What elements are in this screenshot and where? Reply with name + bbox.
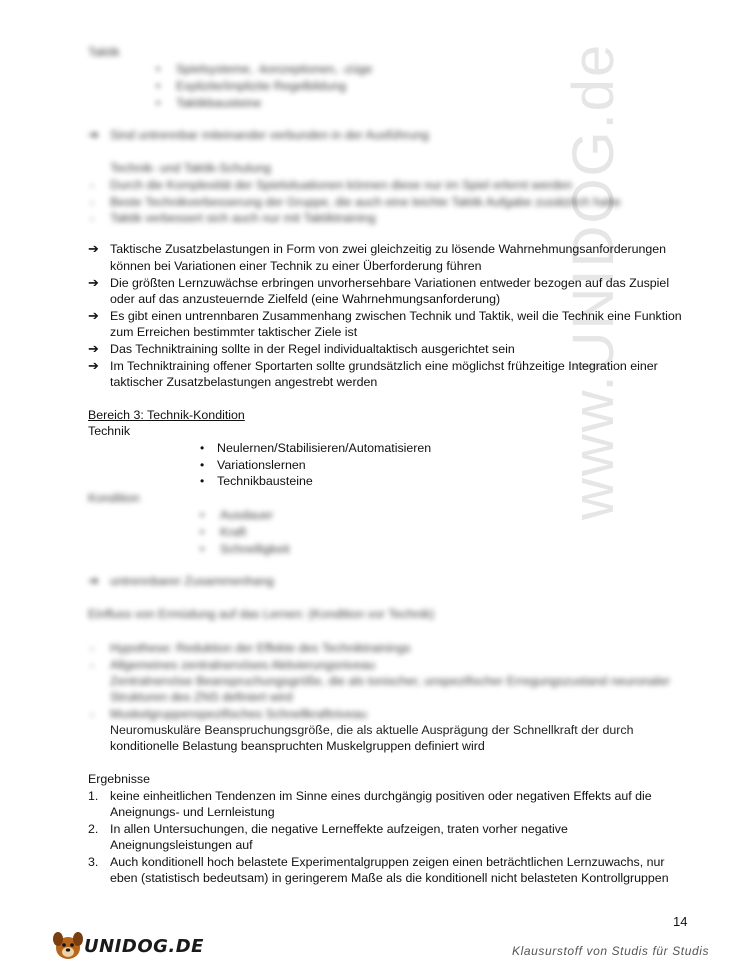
result-number: 3. <box>88 855 99 869</box>
technik-label: Technik <box>88 424 131 438</box>
blurred-arrow-line: Sind untrennbar miteinander verbunden in der Ausführung <box>110 128 429 142</box>
partial-line: Neuromuskuläre Beanspruchungsgröße, die als aktuelle Ausprägung der Schnellkraft der durch <box>110 723 634 737</box>
dash-icon: - <box>90 707 95 721</box>
result-number: 2. <box>88 822 99 836</box>
blurred-kondition-label: Kondition <box>88 491 140 505</box>
bullet-icon: • <box>156 96 161 110</box>
arrow-item-line: Im Techniktraining offener Sportarten sollte grundsätzlich eine möglichst frühzeitige Integration einer <box>110 359 658 373</box>
result-number: 1. <box>88 789 99 803</box>
watermark: www.UNIDOG.de <box>561 42 626 520</box>
dash-icon: - <box>90 195 95 209</box>
arrow-icon: ➔ <box>88 127 99 142</box>
unidog-logo <box>50 928 204 962</box>
arrow-icon: ➔ <box>88 308 99 323</box>
blurred-arrow-line: untrennbarer Zusammenhang <box>110 574 274 588</box>
blurred-dash-item: Durch die Komplexität der Spielsituationen können diese nur im Spiel erlernt werden <box>110 178 573 192</box>
arrow-icon: ➔ <box>88 241 99 256</box>
arrow-item-line: Die größten Lernzuwächse erbringen unvorhersehbare Variationen entweder bezogen auf das Zuspiel <box>110 276 670 290</box>
blurred-einfluss: Einfluss von Ermüdung auf das Lernen: (Kondition vor Technik) <box>88 607 435 621</box>
partial-line: konditionelle Belastung beanspruchten Muskelgruppen definiert wird <box>110 739 485 753</box>
bullet-icon: • <box>200 441 205 455</box>
blurred-bullet: Schnelligkeit <box>220 542 290 556</box>
technik-bullet: Variationslernen <box>217 458 306 472</box>
blurred-bullet: Ausdauer <box>220 508 274 522</box>
result-line: eben (statistisch bedeutsam) in geringerem Maße als die konditionell nicht belasteten Kontrollgruppen <box>110 871 669 885</box>
footer-tagline: Klausurstoff von Studis für Studis <box>512 944 710 958</box>
dash-icon: - <box>90 658 95 672</box>
page-number: 14 <box>673 914 688 929</box>
arrow-item-line: oder auf das anzusteuernde Zielfeld (eine Wahrnehmungsanforderung) <box>110 292 501 306</box>
result-line: Auch konditionell hoch belastete Experimentalgruppen zeigen einen beträchtlichen Lernzuwachs, nur <box>110 855 665 869</box>
arrow-item-line: Taktische Zusatzbelastungen in Form von zwei gleichzeitig zu lösende Wahrnehmungsanforderungen <box>110 242 667 256</box>
blurred-heading-taktik: Taktik <box>88 45 120 59</box>
dash-icon: - <box>90 178 95 192</box>
dash-icon: - <box>90 211 95 225</box>
blurred-dash-item: Muskelgruppenspezifisches Schnellkraftniveau <box>110 707 367 721</box>
logo-text: UNIDOG.DE <box>84 936 204 957</box>
section-title: Bereich 3: Technik-Kondition <box>88 408 245 422</box>
bullet-icon: • <box>200 458 205 472</box>
dog-icon <box>50 928 86 962</box>
result-line: keine einheitlichen Tendenzen im Sinne eines durchgängig positiven oder negativen Effekts auf die <box>110 789 652 803</box>
arrow-item-line: können bei Variationen einer Technik zu einer Überforderung führen <box>110 259 482 273</box>
blurred-bullet: Explizite/implizite Regelbildung <box>176 79 347 93</box>
blurred-cont-line: Strukturen des ZNS definiert wird <box>110 690 293 704</box>
results-heading: Ergebnisse <box>88 772 150 786</box>
result-line: Aneignungsleistungen auf <box>110 838 253 852</box>
arrow-icon: ➔ <box>88 358 99 373</box>
result-line: In allen Untersuchungen, die negative Lerneffekte aufzeigen, traten vorher negative <box>110 822 568 836</box>
result-line: Aneignungs- und Lernleistung <box>110 805 275 819</box>
blurred-subheading: Technik- und Taktik-Schulung <box>110 161 271 175</box>
bullet-icon: • <box>200 474 205 488</box>
blurred-bullet: Kraft <box>220 525 247 539</box>
technik-bullet: Neulernen/Stabilisieren/Automatisieren <box>217 441 432 455</box>
blurred-dash-item: Allgemeines zentralnervöses Aktivierungsniveau <box>110 658 376 672</box>
bullet-icon: • <box>156 62 161 76</box>
blurred-dash-item: Beste Technikverbesserung der Gruppe, die auch eine leichte Taktik Aufgabe zusätzlich hatte <box>110 195 621 209</box>
arrow-item-line: Das Techniktraining sollte in der Regel individualtaktisch ausgerichtet sein <box>110 342 515 356</box>
dash-icon: - <box>90 641 95 655</box>
blurred-bullet: Taktikbausteine <box>176 96 262 110</box>
bullet-icon: • <box>200 542 205 556</box>
bullet-icon: • <box>200 525 205 539</box>
blurred-dash-item: Hypothese: Reduktion der Effekte des Techniktrainings <box>110 641 411 655</box>
arrow-icon: ➔ <box>88 341 99 356</box>
bullet-icon: • <box>200 508 205 522</box>
arrow-item-line: taktischer Zusatzbelastungen angestrebt werden <box>110 375 378 389</box>
technik-bullet: Technikbausteine <box>217 474 313 488</box>
blurred-cont-line: Zentralnervöse Beanspruchungsgröße, die als tonischer, unspezifischer Erregungszustand neuronaler <box>110 674 670 688</box>
arrow-item-line: Es gibt einen untrennbaren Zusammenhang zwischen Technik und Taktik, weil die Technik eine Funktion <box>110 309 682 323</box>
arrow-icon: ➔ <box>88 573 99 588</box>
bullet-icon: • <box>156 79 161 93</box>
blurred-dash-item: Taktik verbessert sich auch nur mit Taktiktraining <box>110 211 376 225</box>
arrow-item-line: zum Erreichen bestimmter taktischer Ziele ist <box>110 325 358 339</box>
arrow-icon: ➔ <box>88 275 99 290</box>
blurred-bullet: Spielsysteme, -konzeptionen, -züge <box>176 62 373 76</box>
